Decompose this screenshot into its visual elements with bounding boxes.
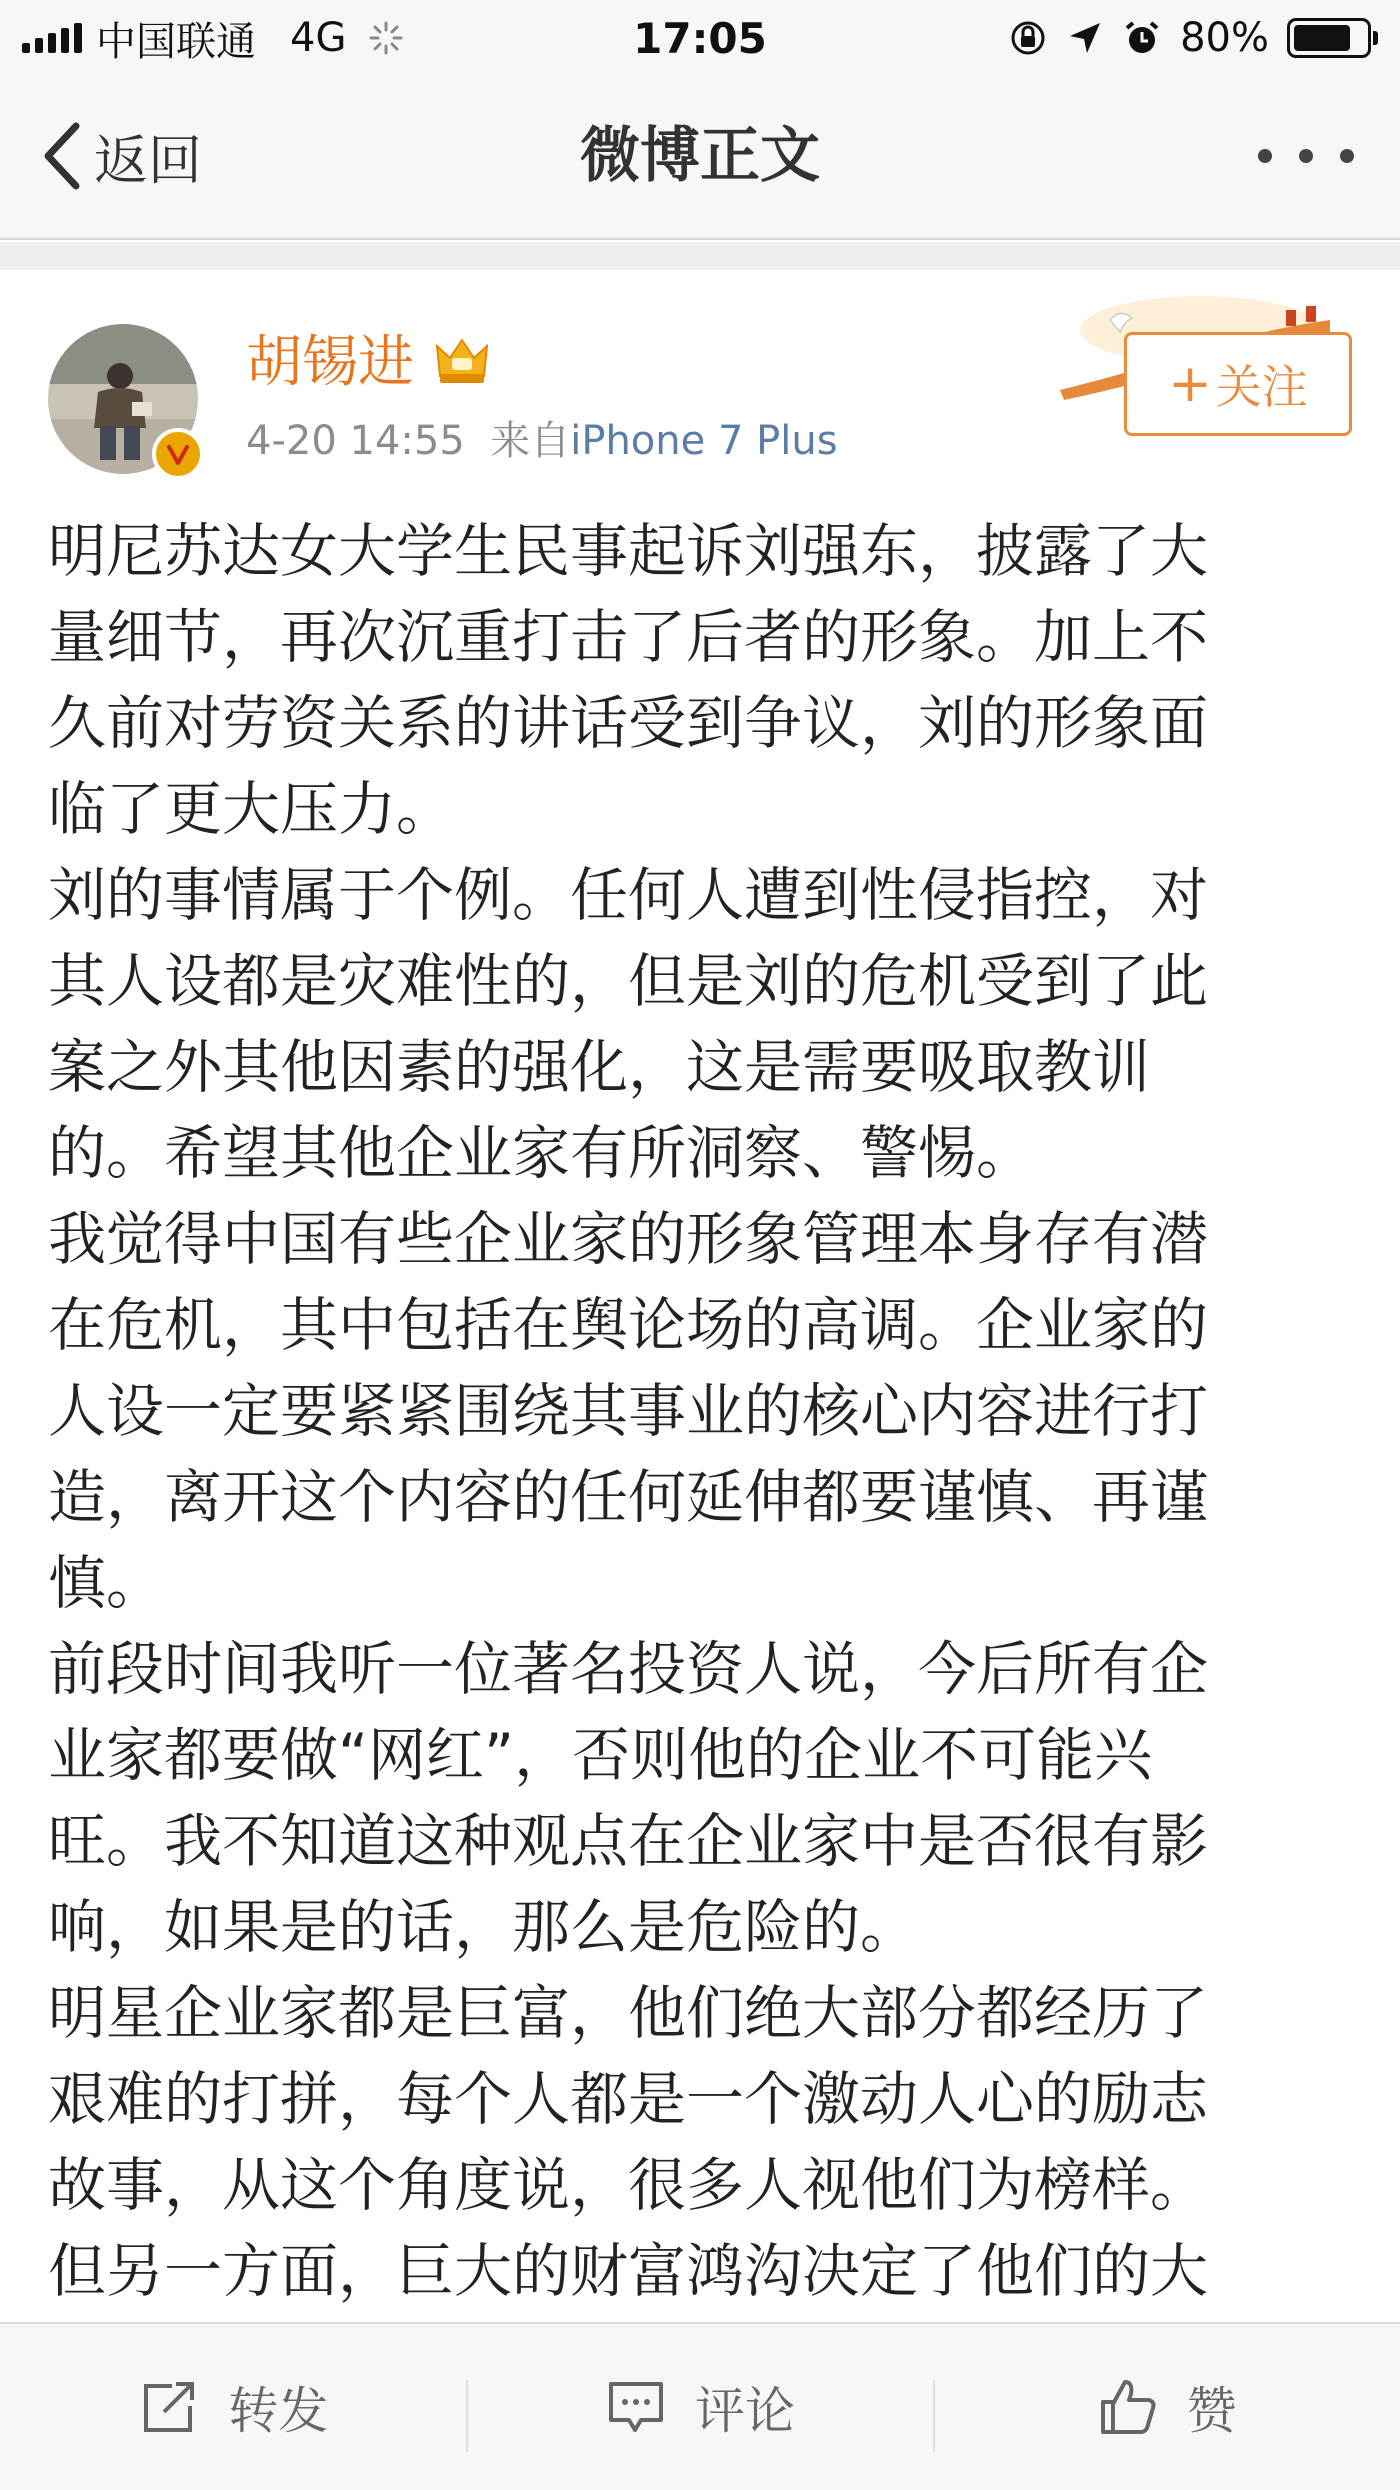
alarm-icon (1122, 18, 1162, 58)
post-text-line: 量细节，再次沉重打击了后者的形象。加上不 (48, 603, 1209, 671)
post-text-line: 旺。我不知道这种观点在企业家中是否很有影 (48, 1807, 1209, 1875)
orientation-lock-icon (1008, 18, 1048, 58)
page-title: 微博正文 (580, 121, 820, 191)
repost-button[interactable] (0, 2324, 467, 2490)
post-paragraph (48, 508, 1368, 852)
post-paragraph (48, 1970, 1368, 2314)
dot-icon (1258, 149, 1272, 163)
avatar[interactable] (48, 324, 198, 474)
post-text-line: 的。希望其他企业家有所洞察、警惕。 (48, 1119, 1035, 1187)
repost-label: 转发 (228, 2382, 329, 2440)
post-paragraph (48, 1196, 1368, 1626)
post-text-line: 我觉得中国有些企业家的形象管理本身存有潜 (48, 1205, 1209, 1273)
post-body (48, 508, 1368, 2323)
share-icon (138, 2376, 200, 2438)
battery-fill (1294, 25, 1350, 51)
post-text-line: 响，如果是的话，那么是危险的。 (48, 1893, 919, 1961)
post-text-line: 慎。 (48, 1549, 165, 1617)
post-text-line: 临了更大压力。 (48, 775, 455, 843)
post-paragraph (48, 852, 1368, 1196)
dot-icon (1340, 149, 1354, 163)
post-text-line: 故事，从这个角度说，很多人视他们为榜样。 (48, 2151, 1209, 2219)
navigation-bar (0, 76, 1400, 240)
battery-icon (1287, 18, 1378, 58)
verified-badge-icon (152, 428, 204, 480)
post-text-line: 案之外其他因素的强化，这是需要吸取教训 (48, 1033, 1151, 1101)
like-button[interactable] (933, 2324, 1400, 2490)
more-options-button[interactable] (1258, 136, 1354, 176)
bottom-action-bar (0, 2322, 1400, 2490)
post-time: 4-20 14:55 (246, 418, 465, 464)
post-text-line: 业家都要做“网红”，否则他的企业不可能兴 (48, 1721, 1153, 1789)
post-text-line: 明星企业家都是巨富，他们绝大部分都经历了 (48, 1979, 1209, 2047)
post-text-line: 其人设都是灾难性的，但是刘的危机受到了此 (48, 947, 1209, 1015)
like-label: 赞 (1186, 2382, 1237, 2440)
comment-label: 评论 (695, 2382, 795, 2440)
battery-percent: 80% (1180, 15, 1269, 61)
post-text-line: 艰难的打拼，每个人都是一个激动人心的励志 (48, 2065, 1209, 2133)
section-divider (0, 242, 1400, 270)
post-meta (246, 416, 838, 466)
comment-icon (605, 2376, 667, 2438)
post-text-line: 造，离开这个内容的任何延伸都要谨慎、再谨 (48, 1463, 1209, 1531)
post-text-line: 久前对劳资关系的讲话受到争议，刘的形象面 (48, 689, 1209, 757)
post-paragraph (48, 1626, 1368, 1970)
post-text-line: 人设一定要紧紧围绕其事业的核心内容进行打 (48, 1377, 1209, 1445)
dot-icon (1299, 149, 1313, 163)
comment-button[interactable] (467, 2324, 934, 2490)
follow-label: 关注 (1215, 360, 1308, 414)
source-prefix: 来自 (490, 418, 571, 464)
member-crown-icon[interactable] (432, 330, 492, 390)
post-text-line: 明尼苏达女大学生民事起诉刘强东，披露了大 (48, 517, 1209, 585)
status-time: 17:05 (633, 14, 767, 63)
post-text-line: 在危机，其中包括在舆论场的高调。企业家的 (48, 1291, 1209, 1359)
author-name[interactable]: 胡锡进 (246, 330, 414, 395)
post-text-line: 但另一方面，巨大的财富鸿沟决定了他们的大 (48, 2237, 1209, 2305)
thumbs-up-icon (1097, 2376, 1159, 2438)
status-bar (0, 0, 1400, 76)
plus-icon: + (1168, 354, 1212, 414)
post-text-line: 刘的事情属于个例。任何人遭到性侵指控，对 (48, 861, 1209, 929)
post-header (0, 270, 1400, 480)
location-arrow-icon (1066, 19, 1104, 57)
status-right (1008, 14, 1378, 62)
back-label: 返回 (94, 128, 202, 192)
follow-button[interactable] (1124, 332, 1352, 436)
source-device[interactable]: iPhone 7 Plus (570, 418, 838, 464)
post-text-line: 前段时间我听一位著名投资人说，今后所有企 (48, 1635, 1209, 1703)
carrier-name: 中国联通 (96, 18, 256, 65)
network-type: 4G (290, 15, 347, 61)
